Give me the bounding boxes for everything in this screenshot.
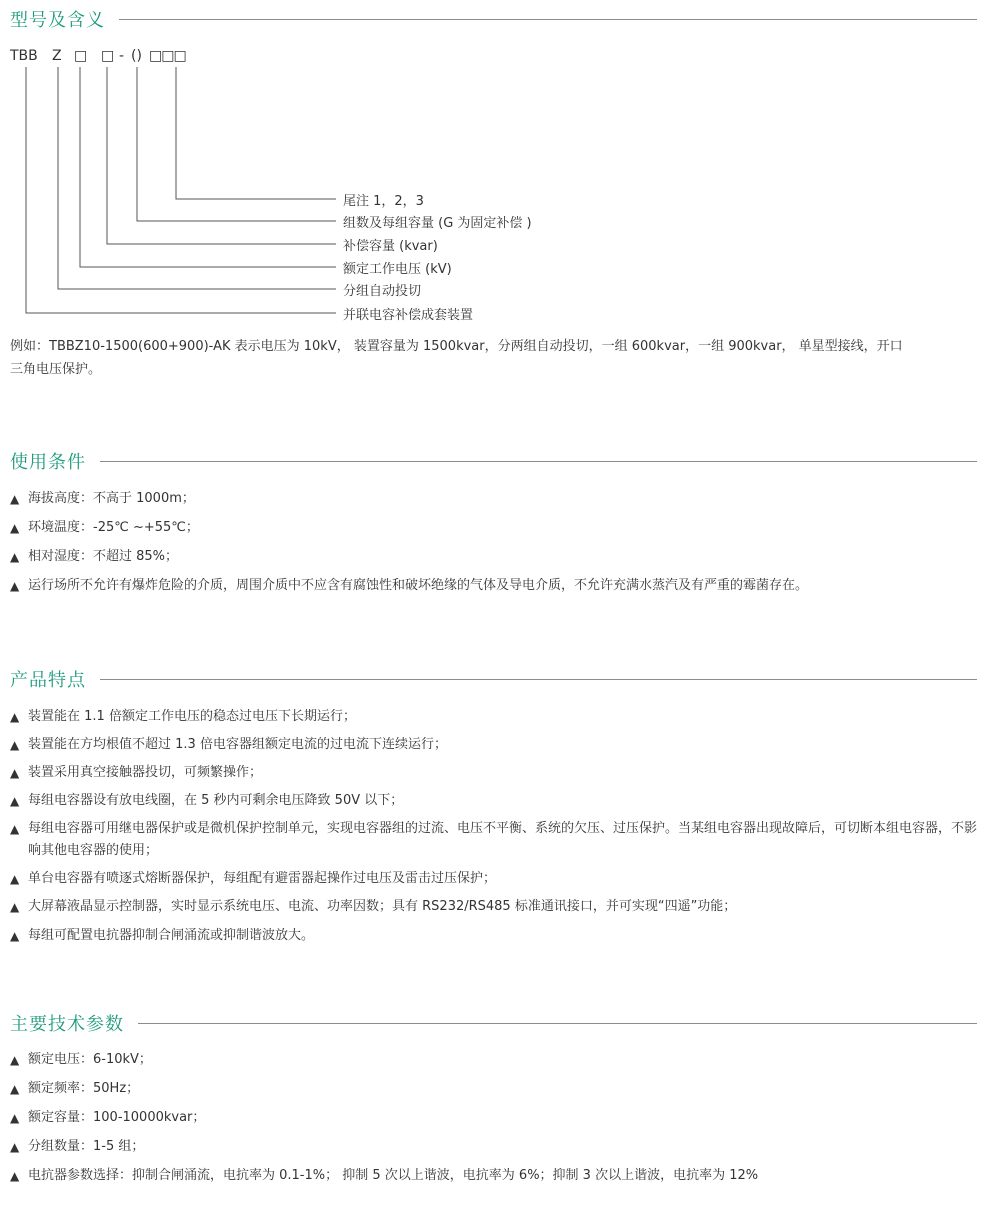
triangle-bullet-icon: ▲ [10,1169,20,1183]
section-title: 型号及含义 [10,10,105,31]
section-title: 产品特点 [10,670,86,691]
legend-voltage: 额定工作电压 (kV) [343,262,452,277]
triangle-bullet-icon: ▲ [10,1053,20,1067]
triangle-bullet-icon: ▲ [10,822,20,836]
section-title: 使用条件 [10,452,86,473]
triangle-bullet-icon: ▲ [10,1140,20,1154]
code-boxes-notes: □□□ [149,48,186,64]
list-item: ▲ 装置采用真空接触器投切，可频繁操作； [10,762,980,784]
model-code-connector-lines [0,0,1001,330]
list-item: ▲ 电抗器参数选择：抑制合闸涌流，电抗率为 0.1-1%； 抑制 5 次以上谐波，电抗率为 6%；抑制 3 次以上谐波，电抗率为 12% [10,1165,980,1187]
triangle-bullet-icon: ▲ [10,900,20,914]
code-tbb: TBB [10,48,38,64]
list-item: ▲ 环境温度：-25℃ ~+55℃； [10,517,980,539]
list-item: ▲ 海拔高度：不高于 1000m； [10,488,980,510]
list-item: ▲ 每组可配置电抗器抑制合闸涌流或抑制谐波放大。 [10,925,980,947]
section-title: 主要技术参数 [10,1014,124,1035]
list-item: ▲ 每组电容器可用继电器保护或是微机保护控制单元，实现电容器组的过流、电压不平衡、系统的欠压、过压保护。当某组电容器出现故障后，可切断本组电容器，不影响其他电容器的使用； [10,818,980,862]
triangle-bullet-icon: ▲ [10,579,20,593]
triangle-bullet-icon: ▲ [10,710,20,724]
triangle-bullet-icon: ▲ [10,521,20,535]
example-line-2: 三角电压保护。 [10,362,102,377]
triangle-bullet-icon: ▲ [10,738,20,752]
legend-capacity: 补偿容量 (kvar) [343,239,438,254]
legend-auto-switch: 分组自动投切 [343,284,422,299]
legend-notes: 尾注 1，2，3 [343,194,424,209]
list-item: ▲ 每组电容器设有放电线圈，在 5 秒内可剩余电压降致 50V 以下； [10,790,980,812]
triangle-bullet-icon: ▲ [10,929,20,943]
list-item: ▲ 运行场所不允许有爆炸危险的介质，周围介质中不应含有腐蚀性和破坏绝缘的气体及导电介质，不允许充满水蒸汽及有严重的霉菌存在。 [10,575,980,597]
divider [100,679,977,680]
list-item: ▲ 分组数量：1-5 组； [10,1136,980,1158]
code-z: Z [52,48,62,64]
section-params-header [10,1011,977,1035]
triangle-bullet-icon: ▲ [10,794,20,808]
code-box-voltage: □ [74,48,88,64]
list-item: ▲ 大屏幕液晶显示控制器，实时显示系统电压、电流、功率因数；具有 RS232/RS485 标准通讯接口，并可实现“四遥”功能； [10,896,980,918]
triangle-bullet-icon: ▲ [10,872,20,886]
code-box-capacity: □ [101,48,115,64]
code-parens: () [131,48,142,64]
legend-device: 并联电容补偿成套装置 [343,308,474,323]
divider [100,461,977,462]
list-item: ▲ 额定频率：50Hz； [10,1078,980,1100]
divider [138,1023,977,1024]
list-item: ▲ 装置能在方均根值不超过 1.3 倍电容器组额定电流的过电流下连续运行； [10,734,980,756]
list-item: ▲ 装置能在 1.1 倍额定工作电压的稳态过电压下长期运行； [10,706,980,728]
list-item: ▲ 额定电压：6-10kV； [10,1049,980,1071]
triangle-bullet-icon: ▲ [10,1082,20,1096]
code-dash: - [119,48,125,64]
section-conditions-header [10,449,977,473]
legend-groups: 组数及每组容量 (G 为固定补偿 ) [343,216,532,231]
list-item: ▲ 相对湿度：不超过 85%； [10,546,980,568]
example-line-1: 例如：TBBZ10-1500(600+900)-AK 表示电压为 10kV， 装置容量为 1500kvar，分两组自动投切，一组 600kvar，一组 900kvar， 单星型接线，开口 [10,339,903,354]
triangle-bullet-icon: ▲ [10,550,20,564]
triangle-bullet-icon: ▲ [10,766,20,780]
section-features-header [10,667,977,691]
triangle-bullet-icon: ▲ [10,1111,20,1125]
list-item: ▲ 额定容量：100-10000kvar； [10,1107,980,1129]
triangle-bullet-icon: ▲ [10,492,20,506]
list-item: ▲ 单台电容器有喷逐式熔断器保护，每组配有避雷器起操作过电压及雷击过压保护； [10,868,980,890]
